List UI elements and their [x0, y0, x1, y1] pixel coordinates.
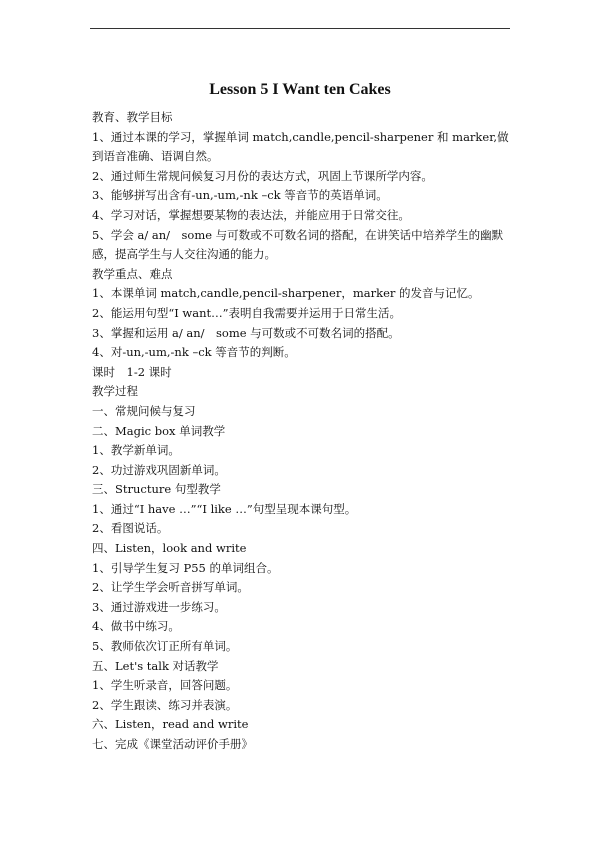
objective-item-1: 1、通过本课的学习，掌握单词 match,candle,pencil-sharpener 和 marker,做到语音准确、语调自然。: [92, 129, 509, 164]
process-step-5-heading: 五、Let's talk 对话教学: [92, 658, 219, 673]
process-step-5-item-2: 2、学生跟读、练习并表演。: [92, 697, 238, 712]
class-hours: 课时 1-2 课时: [92, 364, 172, 379]
key-point-item-1: 1、本课单词 match,candle,pencil-sharpener，marker 的发音与记忆。: [92, 286, 480, 301]
objective-item-2: 2、通过师生常规问候复习月份的表达方式，巩固上节课所学内容。: [92, 168, 433, 183]
section-heading-process: 教学过程: [92, 384, 138, 399]
header-rule: [90, 28, 510, 29]
process-step-1-heading: 一、常规问候与复习: [92, 403, 196, 418]
process-step-2-item-2: 2、功过游戏巩固新单词。: [92, 462, 226, 477]
process-step-3-item-1: 1、通过“I have …”“I like …”句型呈现本课句型。: [92, 501, 357, 516]
objective-item-5: 5、学会 a/ an/ some 与可数或不可数名词的搭配，在讲笑话中培养学生的幽默感，提高学生与人交往沟通的能力。: [92, 227, 504, 262]
process-step-4-item-1: 1、引导学生复习 P55 的单词组合。: [92, 560, 279, 575]
objective-item-3: 3、能够拼写出含有-un,-um,-nk –ck 等音节的英语单词。: [92, 188, 388, 203]
process-step-4-heading: 四、Listen，look and write: [92, 541, 247, 556]
key-point-item-4: 4、对-un,-um,-nk –ck 等音节的判断。: [92, 345, 296, 360]
process-step-7-heading: 七、完成《课堂活动评价手册》: [92, 737, 253, 751]
key-point-item-3: 3、掌握和运用 a/ an/ some 与可数或不可数名词的搭配。: [92, 325, 400, 340]
process-step-3-item-2: 2、看图说话。: [92, 521, 169, 536]
process-step-4-item-5: 5、教师依次订正所有单词。: [92, 639, 238, 654]
section-heading-objectives: 教育、教学目标: [92, 110, 173, 124]
process-step-3-heading: 三、Structure 句型教学: [92, 482, 221, 497]
process-step-2-item-1: 1、教学新单词。: [92, 443, 180, 458]
process-step-4-item-4: 4、做书中练习。: [92, 619, 180, 634]
process-step-2-heading: 二、Magic box 单词教学: [92, 423, 226, 438]
objective-item-4: 4、学习对话，掌握想要某物的表达法，并能应用于日常交往。: [92, 207, 410, 222]
process-step-6-heading: 六、Listen，read and write: [92, 717, 249, 732]
process-step-5-item-1: 1、学生听录音，回答问题。: [92, 678, 238, 693]
lesson-title: Lesson 5 I Want ten Cakes: [209, 81, 391, 98]
process-step-4-item-3: 3、通过游戏进一步练习。: [92, 599, 226, 614]
process-step-4-item-2: 2、让学生学会听音拼写单词。: [92, 580, 249, 595]
key-point-item-2: 2、能运用句型“I want…”表明自我需要并运用于日常生活。: [92, 305, 401, 320]
lesson-body: [92, 108, 512, 755]
section-heading-key-points: 教学重点、难点: [92, 266, 173, 281]
